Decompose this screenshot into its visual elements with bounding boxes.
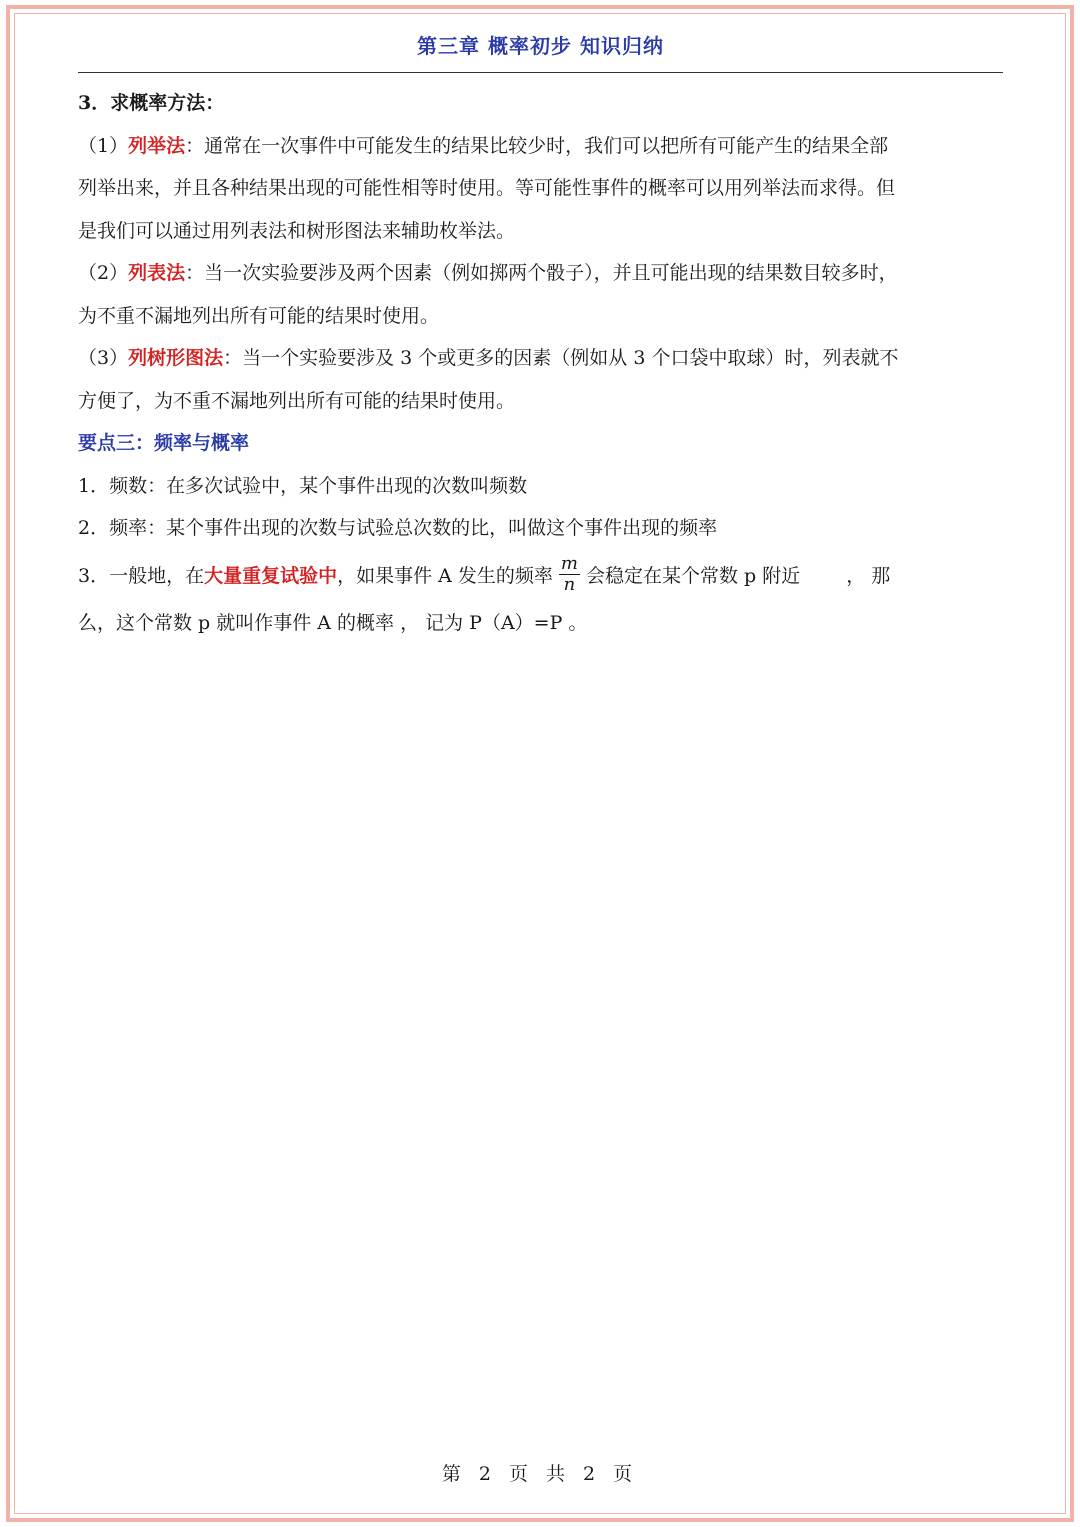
text: 会稳定在某个常数 p 附近 <box>586 564 801 587</box>
term-repeated-trials: 大量重复试验中 <box>204 564 338 587</box>
text: ， 那 <box>846 564 891 587</box>
method-enumeration-line3: 是我们可以通过用列表法和树形图法来辅助枚举法。 <box>78 219 516 242</box>
text: ：当一次实验要涉及两个因素（例如掷两个骰子），并且可能出现的结果数目较多时， <box>185 262 898 284</box>
section-heading-methods: 3．求概率方法： <box>78 92 225 114</box>
text: ，如果事件 A 发生的频率 <box>337 564 553 587</box>
definition-probability-line2: 么，这个常数 p 就叫作事件 A 的概率 ， 记为 P（A）=P 。 <box>78 611 588 634</box>
text: ：当一个实验要涉及 3 个或更多的因素（例如从 3 个口袋中取球）时，列表就不 <box>223 347 899 369</box>
method-enumeration-line2: 列举出来，并且各种结果出现的可能性相等时使用。等可能性事件的概率可以用列举法而求得。但 <box>78 177 896 199</box>
page-content <box>78 82 1003 644</box>
fraction-m-over-n <box>559 554 580 595</box>
fraction-numerator: m <box>560 553 578 574</box>
method-enumeration-line1 <box>78 125 1003 168</box>
definition-frequency-count: 1．频数：在多次试验中，某个事件出现的次数叫频数 <box>78 474 528 497</box>
item-prefix: （1） <box>78 134 129 157</box>
term-table: 列表法 <box>128 262 186 284</box>
section-heading-frequency: 要点三：频率与概率 <box>78 432 250 454</box>
definition-frequency-rate: 2．频率：某个事件出现的次数与试验总次数的比，叫做这个事件出现的频率 <box>78 517 718 539</box>
page-footer-number: 第 2 页 共 2 页 <box>441 1463 639 1485</box>
definition-probability-line1 <box>78 550 1003 602</box>
fraction-denominator: n <box>563 574 576 595</box>
method-table-line2: 为不重不漏地列出所有可能的结果时使用。 <box>78 304 440 327</box>
item-prefix: （3） <box>78 347 129 369</box>
method-tree-line1 <box>78 337 1003 380</box>
page-header-title: 第三章 概率初步 知识归纳 <box>417 34 664 58</box>
method-table-line1 <box>78 252 1003 295</box>
header-rule <box>78 72 1003 73</box>
item-prefix: （2） <box>78 262 129 284</box>
method-tree-line2: 方便了，为不重不漏地列出所有可能的结果时使用。 <box>78 389 516 412</box>
term-enumeration: 列举法 <box>128 134 186 157</box>
text: 3．一般地，在 <box>78 564 205 587</box>
term-tree: 列树形图法 <box>128 347 224 369</box>
text: ：通常在一次事件中可能发生的结果比较少时，我们可以把所有可能产生的结果全部 <box>185 134 889 157</box>
